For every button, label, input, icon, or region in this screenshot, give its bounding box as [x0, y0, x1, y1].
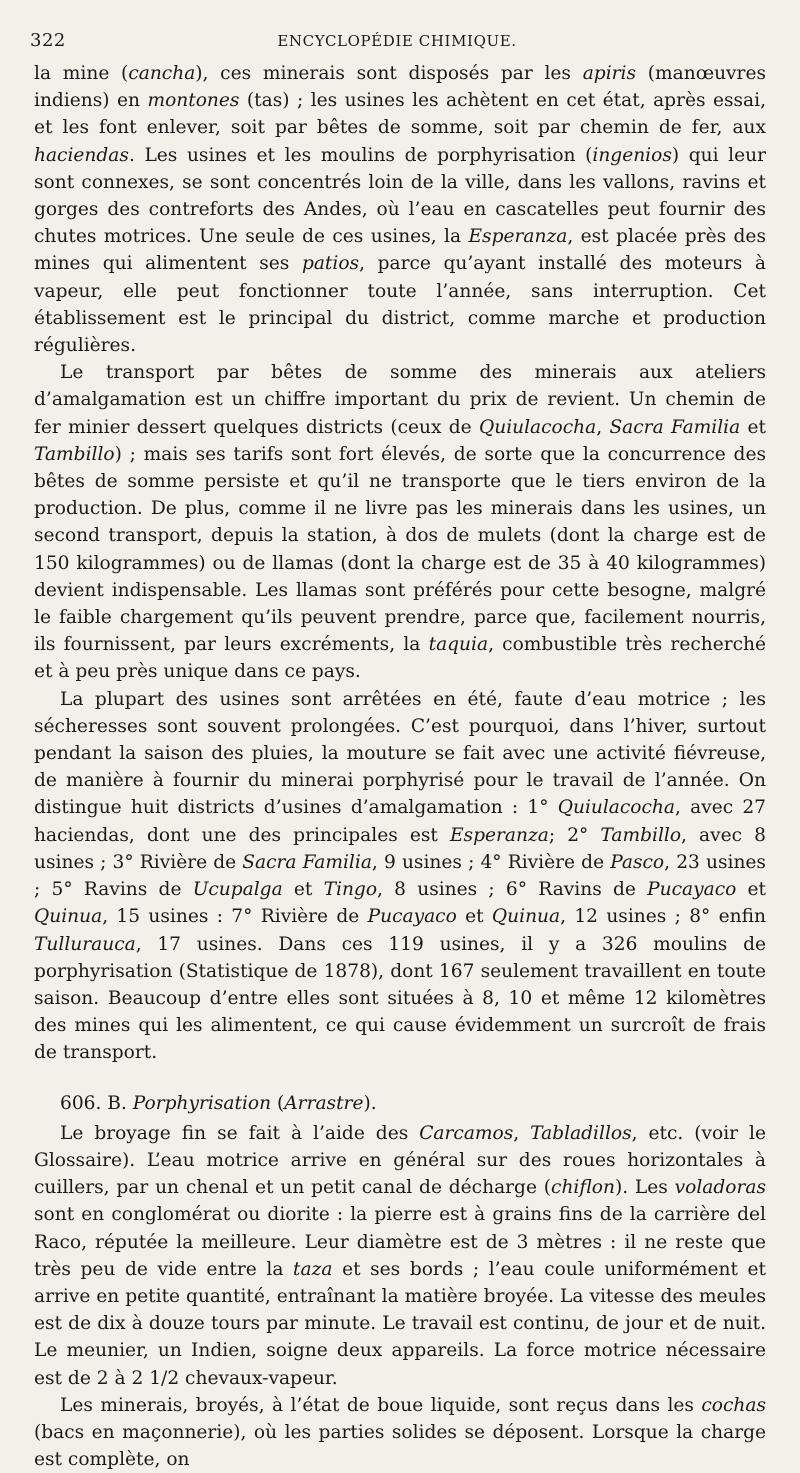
italic-term: Quinua	[491, 906, 561, 928]
italic-term: cancha	[128, 63, 196, 84]
italic-term: Carcamos	[419, 1122, 514, 1144]
section-heading-606	[34, 1090, 766, 1117]
text-run: ,	[513, 1122, 531, 1144]
text-run: , avec 8 usines ; 3° Rivière de	[34, 824, 766, 873]
text-run: Les minerais, broyés, à l’état de boue liquide, sont reçus dans les	[60, 1394, 702, 1416]
text-run: et ses bords ; l’eau coule uniformément et arrive en petite quantité, entraînant la matière broyée. La vitesse des meules est de dix à douze tours par minute. Le travail est continu, de jour et de nuit. Le meunier, un Indien, soigne deux appareils. La force motrice nécessaire est de 2 à 2 1/2 chevaux-vapeur.	[34, 1258, 767, 1389]
paragraph-mine-deliveries	[34, 60, 766, 359]
italic-term: taza	[293, 1258, 333, 1280]
text-run: La plupart des usines sont arrêtées en été, faute d’eau motrice ; les sécheresses sont souvent prolongées. C’est pourquoi, dans l’hiver, surtout pendant la saison des pluies, la mouture se fait avec une activité fiévreuse, de manière à fournir du minerai porphyrisé pour le travail de l’année. On distingue huit districts d’usines d’amalgamation : 1°	[34, 688, 766, 819]
italic-term: haciendas	[34, 144, 129, 166]
text-run: ). Les	[614, 1177, 675, 1199]
paragraph-grinding	[34, 1120, 766, 1392]
italic-term: patios	[301, 253, 360, 275]
paragraph-districts	[34, 686, 766, 1067]
text-run: , 17 usines. Dans ces 119 usines, il y a 326 moulins de porphyrisation (Statistique de 1878), dont 167 seulement travaillent en toute saison. Beaucoup d’entre elles sont situées à 8, 10 et même 12 kilomètres des mines qui les alimentent, ce qui cause évidemment un surcroît de frais de transport.	[34, 933, 766, 1064]
text-run: ; 2°	[548, 824, 601, 846]
italic-term: taquia	[428, 634, 489, 656]
text-run: (bacs en maçonnerie), où les parties solides se déposent. Lorsque la charge est complète, on	[34, 1421, 766, 1471]
text-run: ,	[596, 416, 610, 438]
italic-term: Tingo	[323, 879, 378, 901]
paragraph-cochas	[34, 1392, 766, 1473]
italic-term: Porphyrisation	[132, 1092, 272, 1114]
text-run: , 12 usines ; 8° enfin	[560, 906, 767, 928]
italic-term: Tabladillos	[530, 1122, 632, 1144]
italic-term: Sacra Familia	[242, 851, 372, 873]
italic-term: Pasco	[610, 851, 665, 873]
italic-term: Tambillo	[34, 443, 115, 465]
text-run: . Les usines et les moulins de porphyrisation (	[128, 144, 593, 166]
text-run: , parce qu’ayant installé des moteurs à vapeur, elle peut fonctionner toute l’année, sans interruption. Cet établissement est le principal du district, comme marche et production régulières.	[34, 253, 766, 357]
page-body	[34, 60, 766, 1473]
text-run: , etc. (voir le Glossaire). L’eau motrice arrive en général sur des roues horizontales à cuillers, par un chenal et un petit canal de décharge (	[34, 1122, 766, 1199]
text-run: (tas) ; les usines les achètent en cet état, après essai, et les font enlever, soit par bêtes de somme, soit par chemin de fer, aux	[34, 90, 766, 139]
text-run: Le broyage fin se fait à l’aide des	[60, 1122, 420, 1144]
text-run: ) ; mais ses tarifs sont fort élevés, de sorte que la concurrence des bêtes de somme persiste et qu’il ne transporte que le tiers environ de la production. De plus, comme il ne livre pas les minerais dans les usines, un second transport, depuis la station, à dos de mulets (dont la charge est de 150 kilogrammes) ou de llamas (dont la charge est de 35 à 40 kilogrammes) devient indispensable. Les llamas sont préférés pour cette besogne, malgré le faible chargement qu’ils peuvent prendre, parce que, facilement nourris, ils fournissent, par leurs excréments, la	[34, 443, 766, 656]
italic-term: apiris	[582, 63, 637, 84]
text-run: ), ces minerais sont disposés par les	[195, 63, 583, 84]
text-run: , 9 usines ; 4° Rivière de	[371, 851, 611, 873]
text-run: sont en conglomérat ou diorite : la pierre est à grains fins de la carrière del Raco, réputée la meilleure. Leur diamètre est de 3 mètres : il ne reste que très peu de vide entre la	[34, 1204, 766, 1280]
italic-term: Tambillo	[600, 824, 682, 846]
page-header	[30, 30, 764, 54]
italic-term: Arrastre	[284, 1092, 364, 1114]
text-run: et	[456, 906, 492, 928]
italic-term: cochas	[701, 1394, 766, 1416]
italic-term: Quinua	[34, 906, 103, 928]
text-run: , 23 usines ; 5° Ravins de	[34, 851, 766, 901]
italic-term: chiflon	[551, 1177, 615, 1199]
text-run: , combustible très recherché et à peu près unique dans ce pays.	[34, 634, 766, 683]
italic-term: ingenios	[592, 144, 672, 166]
italic-term: Quiulacocha	[478, 416, 597, 438]
italic-term: Quiulacocha	[557, 797, 675, 819]
text-run: (	[271, 1092, 285, 1114]
italic-term: voladoras	[674, 1177, 766, 1199]
paragraph-transport	[34, 359, 766, 685]
text-run: Le transport par bêtes de somme des minerais aux ateliers d’amalgamation est un chiffre important du prix de revient. Un chemin de fer minier dessert quelques districts (ceux de	[34, 362, 766, 438]
italic-term: Pucayaco	[367, 906, 457, 928]
text-run: (manœuvres indiens) en	[34, 63, 766, 112]
text-run: et	[736, 879, 767, 901]
text-run: , est placée près des mines qui alimentent ses	[34, 226, 766, 275]
running-title: ENCYCLOPÉDIE CHIMIQUE.	[277, 32, 517, 50]
text-run: et	[740, 416, 767, 438]
italic-term: Esperanza	[468, 226, 568, 248]
italic-term: Esperanza	[449, 824, 549, 846]
text-run: , 15 usines : 7° Rivière de	[102, 906, 368, 928]
italic-term: Ucupalga	[192, 879, 283, 901]
text-run: , 8 usines ; 6° Ravins de	[377, 879, 648, 901]
text-run: ).	[363, 1092, 377, 1114]
italic-term: Pucayaco	[647, 879, 737, 901]
text-run: , avec 27 haciendas, dont une des principales est	[34, 797, 766, 846]
italic-term: Sacra Familia	[609, 416, 741, 438]
text-run: ) qui leur sont connexes, se sont concentrés loin de la ville, dans les vallons, ravins et gorges des contreforts des Andes, où l’eau en cascatelles peut fournir des chutes motrices. Une seule de ces usines, la	[34, 144, 766, 248]
italic-term: montones	[147, 90, 240, 112]
text-run: la mine (	[34, 63, 129, 84]
text-run: 606. B.	[60, 1092, 133, 1114]
text-run: et	[282, 879, 324, 901]
italic-term: Tullurauca	[34, 933, 136, 955]
page-number: 322	[30, 30, 66, 51]
